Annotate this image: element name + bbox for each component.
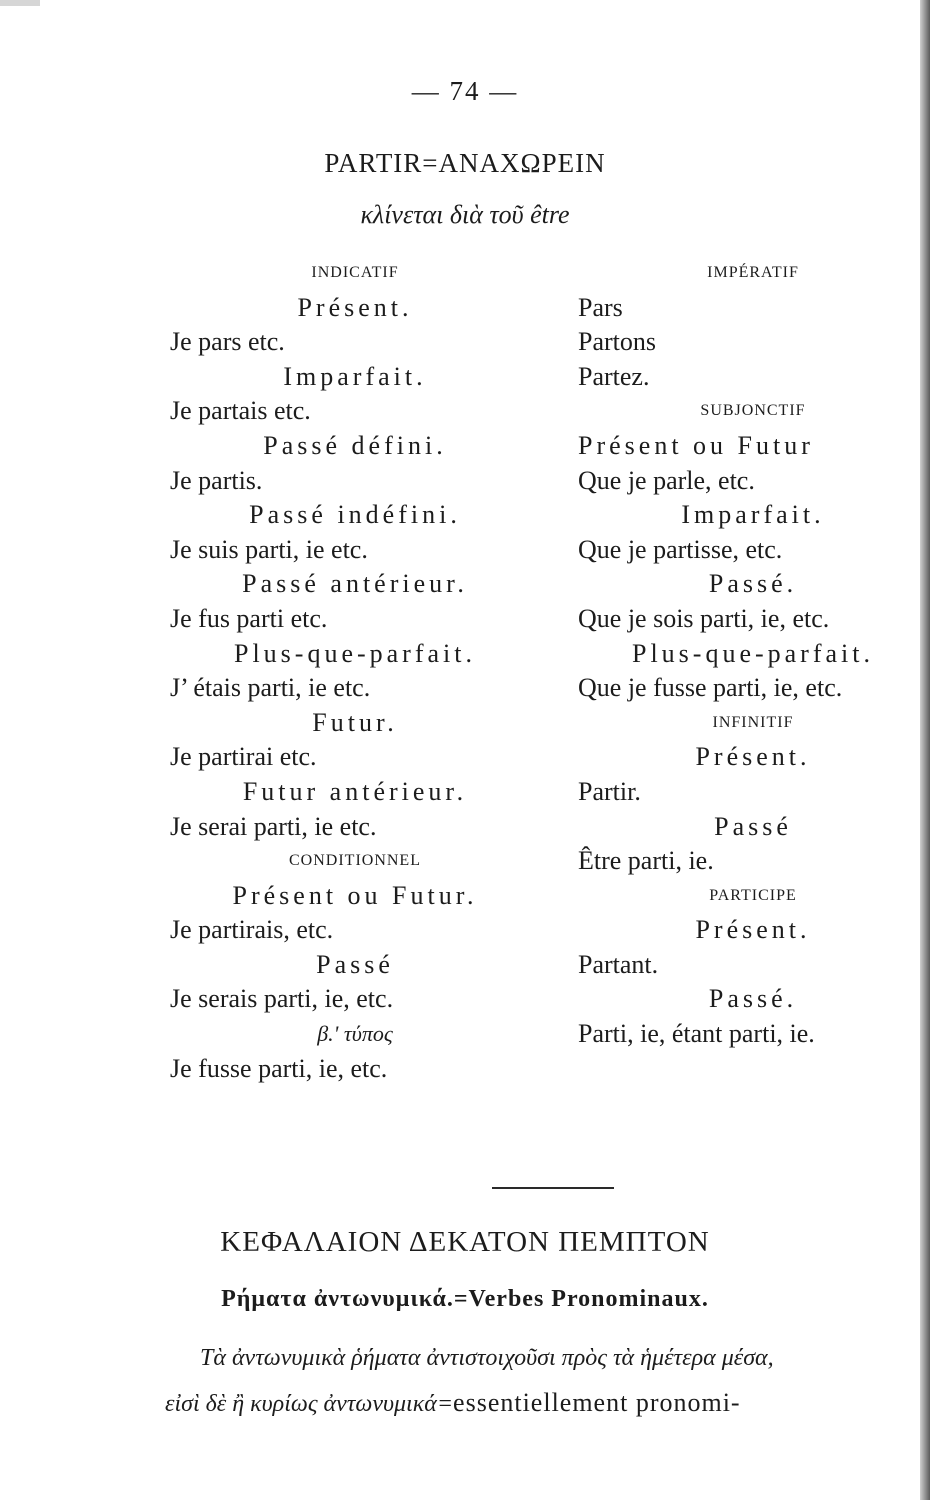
paragraph-french-text: essentiellement pronomi-	[453, 1388, 741, 1417]
mood-heading: PARTICIPE	[709, 886, 797, 904]
tense-label: Présent ou Futur.	[232, 880, 478, 910]
page-number: — 74 —	[411, 76, 519, 106]
tense-label: Présent.	[695, 915, 811, 945]
left-column	[170, 256, 540, 1086]
type-label: β.' τύπος	[317, 1021, 393, 1047]
verb-form: Partant.	[578, 949, 659, 979]
verb-form: Je fus parti etc.	[170, 603, 328, 633]
paragraph-greek-text: εἰσὶ δὲ ἢ κυρίως ἀντωνυμικά=	[165, 1391, 454, 1417]
page-edge-shadow	[0, 0, 40, 6]
verb-form: Pars	[578, 292, 623, 322]
tense-label: Présent ou Futur	[578, 430, 814, 460]
tense-label: Présent.	[297, 292, 413, 322]
verb-form: Je pars etc.	[170, 327, 285, 357]
verb-form: Que je fusse parti, ie, etc.	[578, 673, 843, 703]
section-divider	[492, 1187, 614, 1189]
mood-heading: IMPÉRATIF	[707, 264, 799, 281]
verb-form: Je serai parti, ie etc.	[170, 811, 377, 841]
verb-form: Je partirai etc.	[170, 742, 317, 772]
verb-form: Que je parle, etc.	[578, 465, 755, 495]
tense-label: Plus-que-parfait.	[631, 638, 874, 668]
verb-form: Partons	[578, 327, 656, 357]
tense-label: Imparfait.	[681, 500, 825, 530]
mood-heading: SUBJONCTIF	[700, 402, 806, 420]
tense-label: Futur antérieur.	[242, 776, 468, 806]
tense-label: Imparfait.	[283, 361, 427, 391]
tense-label: Présent.	[695, 742, 811, 772]
tense-label: Passé indéfini.	[249, 500, 461, 530]
verb-form: Être parti, ie.	[578, 846, 714, 876]
paragraph-line	[165, 1388, 895, 1418]
tense-label: Passé	[316, 949, 394, 979]
mood-heading: INFINITIF	[712, 713, 794, 731]
chapter-title: ΚΕΦΑΛΑΙΟΝ ΔΕΚΑΤΟΝ ΠΕΜΠΤΟΝ	[220, 1226, 710, 1258]
verb-form: Que je partisse, etc.	[578, 534, 783, 564]
mood-heading: CONDITIONNEL	[289, 852, 421, 870]
verb-form: Je partirais, etc.	[170, 915, 334, 945]
verb-form: Je partis.	[170, 465, 263, 495]
tense-label: Passé défini.	[263, 430, 447, 460]
verb-form: Partir.	[578, 776, 641, 806]
tense-label: Passé.	[708, 569, 798, 599]
tense-label: Passé antérieur.	[242, 569, 468, 599]
page-title: PARTIR=ANAXΩΡΕΙΝ	[324, 148, 606, 178]
tense-label: Passé	[714, 811, 792, 841]
right-column	[578, 256, 928, 1052]
verb-form: Je serais parti, ie, etc.	[170, 984, 394, 1014]
paragraph-line: Τὰ ἀντωνυμικὰ ῥήματα ἀντιστοιχοῦσι πρὸς τὰ ἡμέτερα μέσα,	[200, 1345, 774, 1371]
verb-form: Parti, ie, étant parti, ie.	[578, 1019, 815, 1049]
tense-label: Futur.	[312, 707, 398, 737]
mood-heading: INDICATIF	[311, 264, 399, 281]
verb-form: Que je sois parti, ie, etc.	[578, 603, 830, 633]
verb-form: Je partais etc.	[170, 396, 311, 426]
verb-form: Je suis parti, ie etc.	[170, 534, 368, 564]
verb-form: Partez.	[578, 361, 650, 391]
verb-form: J’ étais parti, ie etc.	[170, 673, 371, 703]
tense-label: Plus-que-parfait.	[233, 638, 476, 668]
section-heading: Ρήματα ἀντωνυμικά.=Verbes Pronominaux.	[221, 1286, 709, 1312]
page-subtitle: κλίνεται διὰ τοῦ être	[360, 200, 570, 229]
verb-form: Je fusse parti, ie, etc.	[170, 1053, 388, 1083]
tense-label: Passé.	[708, 984, 798, 1014]
